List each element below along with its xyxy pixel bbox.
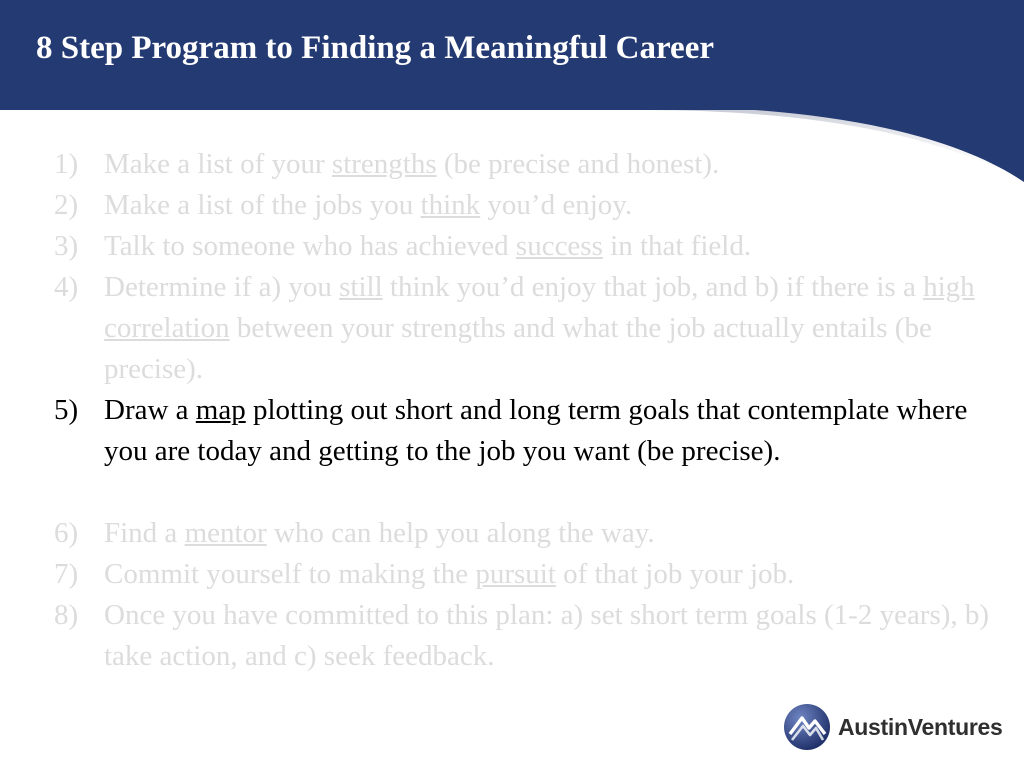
step-text: Once you have committed to this plan: a) set short term goals (1-2 years), b) take action, and c) seek feedback. xyxy=(104,599,990,672)
step-text: Draw a map plotting out short and long term goals that contemplate where you are today and getting to the job you want (be precise). xyxy=(104,394,968,467)
step-keyword: pursuit xyxy=(475,558,556,590)
slide-title: 8 Step Program to Finding a Meaningful Career xyxy=(36,30,714,66)
step-keyword: high correlation xyxy=(104,271,975,344)
step-text: Make a list of your strengths (be precise and honest). xyxy=(104,148,720,180)
step-text: Talk to someone who has achieved success in that field. xyxy=(104,230,752,262)
step-text: Find a mentor who can help you along the way. xyxy=(104,517,655,549)
step-number: 6) xyxy=(54,517,79,549)
step-keyword: strengths xyxy=(331,148,437,180)
logo-wordmark: AustinVentures xyxy=(838,714,1003,740)
step-number: 4) xyxy=(54,271,79,303)
step-text: Make a list of the jobs you think you’d enjoy. xyxy=(104,189,633,221)
step-number: 5) xyxy=(54,394,79,426)
step-text: Determine if a) you still think you’d enjoy that job, and b) if there is a high correlation between your strengths and what the job actually entails (be precise). xyxy=(104,271,975,385)
austin-ventures-logo xyxy=(782,702,1002,754)
step-keyword: success xyxy=(515,230,603,262)
step-number: 7) xyxy=(54,558,79,590)
step-text: Commit yourself to making the pursuit of that job your job. xyxy=(104,558,795,590)
step-number: 1) xyxy=(54,148,79,180)
step-number: 8) xyxy=(54,599,79,631)
austin-ventures-logo-icon xyxy=(782,702,832,752)
step-keyword: map xyxy=(195,394,246,426)
step-number: 3) xyxy=(54,230,79,262)
step-keyword: still xyxy=(339,271,383,303)
step-keyword: mentor xyxy=(184,517,267,549)
step-keyword: think xyxy=(420,189,481,221)
step-number: 2) xyxy=(54,189,79,221)
